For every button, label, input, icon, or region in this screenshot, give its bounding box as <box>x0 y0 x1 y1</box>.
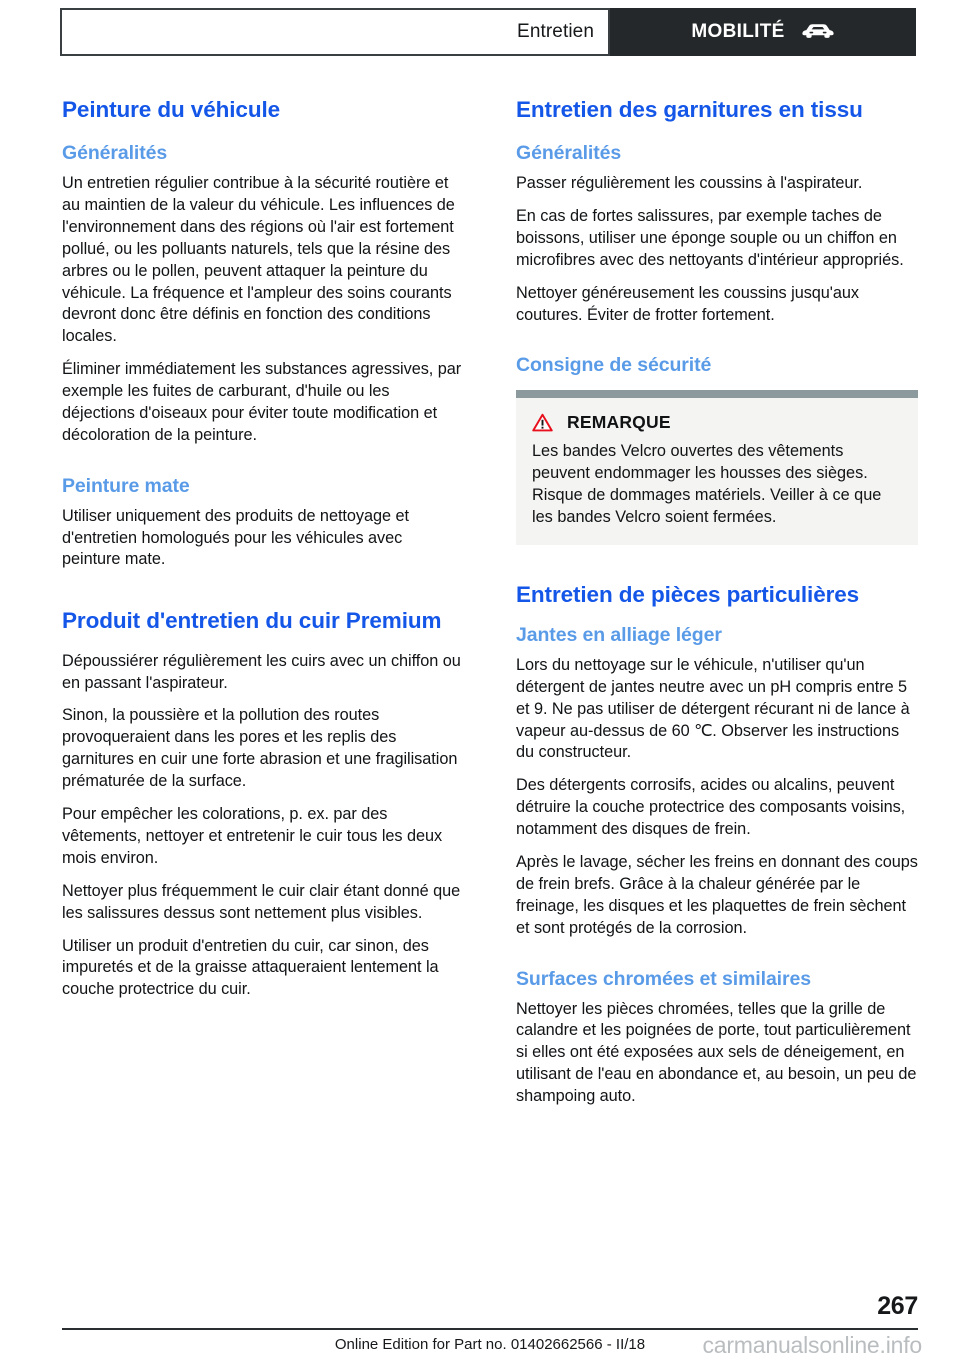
footer-edition-line: Online Edition for Part no. 01402662566 - II/18 <box>334 1336 646 1353</box>
paragraph-nettoyage-jantes: Lors du nettoyage sur le véhicule, n'utiliser qu'un détergent de jantes neutre avec un pH compris entre 5 et 9. Ne pas utiliser de détergent récurant ni de lance à vapeur au-dessus de 60 ℃. Observer les instructions du constructeur. <box>516 655 910 762</box>
left-column <box>62 96 464 1108</box>
paragraph-sinon-poussiere: Sinon, la poussière et la pollution des routes provoqueraient dans les pores et les replis des garnitures en cuir une forte abrasion et une fragilisation prématurée de la surface. <box>62 706 458 791</box>
paragraph-entretien-regulier: Un entretien régulier contribue à la sécurité routière et au maintien de la valeur du véhicule. Les influences de l'environnement dans des régions où l'air est fortement pollué, ou les polluants naturels, tels que la résine des arbres ou le pollen, peuvent attaquer la peinture du véhicule. La fréquence et l'ampleur des soins courants devront donc être définis en fonction des conditions locales. <box>62 174 455 346</box>
paragraph-nettoyer-coussins: Nettoyer généreusement les coussins jusqu'aux coutures. Éviter de frotter fortement. <box>516 283 859 324</box>
right-column <box>516 96 918 1108</box>
paragraph-eliminer-substances: Éliminer immédiatement les substances agressives, par exemple les fuites de carburant, d'huile ou les déjections d'oiseaux pour éviter toute modification et décoloration de la peinture. <box>62 360 462 444</box>
heading-peinture-mate: Peinture mate <box>62 474 190 497</box>
watermark-carmanualsonline: carmanualsonline.info <box>702 1332 922 1358</box>
heading-surfaces-chromees: Surfaces chromées et similaires <box>516 967 811 990</box>
page-content <box>62 96 918 1108</box>
heading-generalites-left: Généralités <box>62 142 168 165</box>
note-box-title: REMARQUE <box>567 412 671 433</box>
header-tab-mobilite-label: MOBILITÉ <box>691 21 785 42</box>
paragraph-cuir-clair: Nettoyer plus fréquemment le cuir clair étant donné que les salissures dessus sont nettement plus visibles. <box>62 881 461 922</box>
paragraph-fortes-salissures: En cas de fortes salissures, par exemple taches de boissons, utiliser une éponge souple ou un chiffon en microfibres avec des nettoyants d'intérieur appropriés. <box>516 206 904 269</box>
paragraph-depoussierer: Dépoussiérer régulièrement les cuirs avec un chiffon ou en passant l'aspirateur. <box>62 651 461 692</box>
header-tab-entretien-label: Entretien <box>517 21 594 42</box>
page-number: 267 <box>877 1292 918 1320</box>
header-tab-mobilite[interactable] <box>610 8 916 56</box>
footer-divider <box>62 1328 918 1330</box>
paragraph-peinture-mate: Utiliser uniquement des produits de nettoyage et d'entretien homologués pour les véhicules avec peinture mate. <box>62 506 409 569</box>
heading-jantes-alliage: Jantes en alliage léger <box>516 624 722 647</box>
note-box-top-bar <box>516 390 918 398</box>
heading-generalites-right: Généralités <box>516 142 622 165</box>
heading-garnitures-tissu: Entretien des garnitures en tissu <box>516 97 863 122</box>
note-box-text: Les bandes Velcro ouvertes des vêtements peuvent endommager les housses des sièges. Risque de dommages matériels. Veiller à ce que les bandes Velcro soient fermées. <box>532 442 882 526</box>
note-box-remarque <box>516 390 918 545</box>
heading-peinture-du-vehicule: Peinture du véhicule <box>62 97 281 122</box>
page-header <box>60 8 916 56</box>
paragraph-passer-aspirateur: Passer régulièrement les coussins à l'aspirateur. <box>516 174 863 192</box>
header-tab-entretien[interactable] <box>60 8 610 56</box>
paragraph-empecher-colorations: Pour empêcher les colorations, p. ex. par des vêtements, nettoyer et entretenir le cuir tous les deux mois environ. <box>62 805 443 867</box>
paragraph-produit-entretien-cuir: Utiliser un produit d'entretien du cuir, car sinon, des impuretés et de la graisse attaqueraient lentement la couche protectrice du cuir. <box>62 936 439 999</box>
note-box-header <box>532 412 902 433</box>
note-box-inner <box>516 398 918 529</box>
car-icon <box>801 22 835 42</box>
warning-triangle-icon <box>532 413 553 432</box>
paragraph-apres-lavage: Après le lavage, sécher les freins en donnant des coups de frein brefs. Grâce à la chaleur générée par le freinage, les disques et les plaquettes de frein sèchent et sont protégés de la corrosion. <box>516 853 918 937</box>
heading-consigne-securite: Consigne de sécurité <box>516 354 712 377</box>
paragraph-detergents-corrosifs: Des détergents corrosifs, acides ou alcalins, peuvent détruire la couche protectrice des composants voisins, notamment des disques de frein. <box>516 776 906 839</box>
heading-pieces-particulieres: Entretien de pièces particulières <box>516 581 860 607</box>
heading-produit-entretien-cuir: Produit d'entretien du cuir Premium <box>62 608 442 634</box>
paragraph-pieces-chromees: Nettoyer les pièces chromées, telles que la grille de calandre et les poignées de porte, tout particulièrement si elles ont été exposées aux sels de déneigement, en utilisant de l'eau en abondance et, au besoin, un peu de shampoing auto. <box>516 999 917 1106</box>
